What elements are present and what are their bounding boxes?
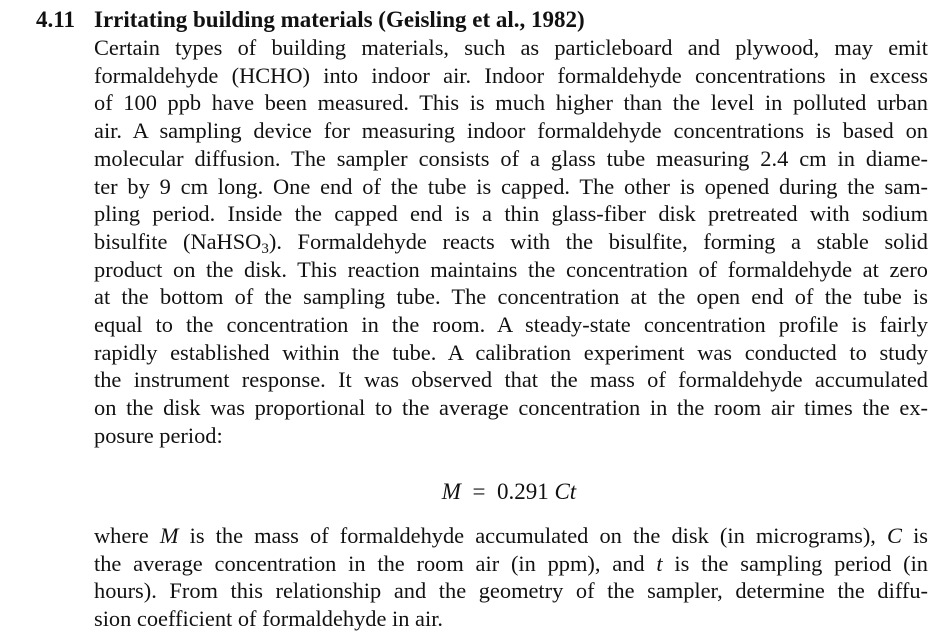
text-line: sion coefficient of formaldehyde in air.: [94, 606, 444, 632]
problem-number: 4.11: [36, 7, 75, 32]
problem-heading: [36, 6, 585, 34]
problem-paragraph-2: [94, 522, 928, 633]
equation-lhs: M: [441, 479, 461, 504]
text-line: posure period:: [94, 422, 223, 448]
problem-title: Irritating building materials (Geisling et al., 1982): [94, 7, 585, 32]
equation: [0, 478, 950, 506]
text-line: molecular diffusion. The sampler consists of a glass tube measuring 2.4 cm in diame-: [94, 145, 928, 171]
text-line: the average concentration in the room air (in ppm), and t is the sampling period (in: [94, 550, 928, 576]
text-line: pling period. Inside the capped end is a thin glass-fiber disk pretreated with sodium: [94, 201, 928, 227]
text-line: on the disk was proportional to the average concentration in the room air times the ex-: [94, 395, 928, 421]
text-line: the instrument response. It was observed that the mass of formaldehyde accumulated: [94, 367, 928, 393]
text-line: Certain types of building materials, such as particleboard and plywood, may emit: [94, 35, 928, 60]
problem-paragraph-1: [94, 34, 928, 450]
text-line: of 100 ppb have been measured. This is much higher than the level in polluted urban: [94, 90, 928, 116]
equation-equals: =: [472, 479, 486, 504]
text-line: hours). From this relationship and the geometry of the sampler, determine the diffu-: [94, 578, 928, 604]
equation-var-t: t: [569, 479, 577, 504]
text-line: where M is the mass of formaldehyde accumulated on the disk (in micrograms), C is: [94, 523, 929, 548]
text-line: at the bottom of the sampling tube. The concentration at the open end of the tube is: [94, 284, 928, 310]
text-line: bisulfite (NaHSO$_3$). Formaldehyde reacts with the bisulfite, forming a stable solid: [94, 228, 928, 257]
equation-coefficient: 0.291: [496, 479, 549, 504]
text-line: rapidly established within the tube. A calibration experiment was conducted to study: [94, 339, 928, 365]
text-line: product on the disk. This reaction maintains the concentration of formaldehyde at zero: [94, 256, 928, 282]
text-line: ter by 9 cm long. One end of the tube is capped. The other is opened during the sam-: [94, 173, 928, 199]
equation-var-c: C: [554, 479, 570, 504]
text-line: equal to the concentration in the room. A steady-state concentration profile is fairly: [94, 312, 928, 338]
text-line: air. A sampling device for measuring indoor formaldehyde concentrations is based on: [94, 118, 928, 144]
text-line: formaldehyde (HCHO) into indoor air. Indoor formaldehyde concentrations in excess: [94, 62, 928, 88]
